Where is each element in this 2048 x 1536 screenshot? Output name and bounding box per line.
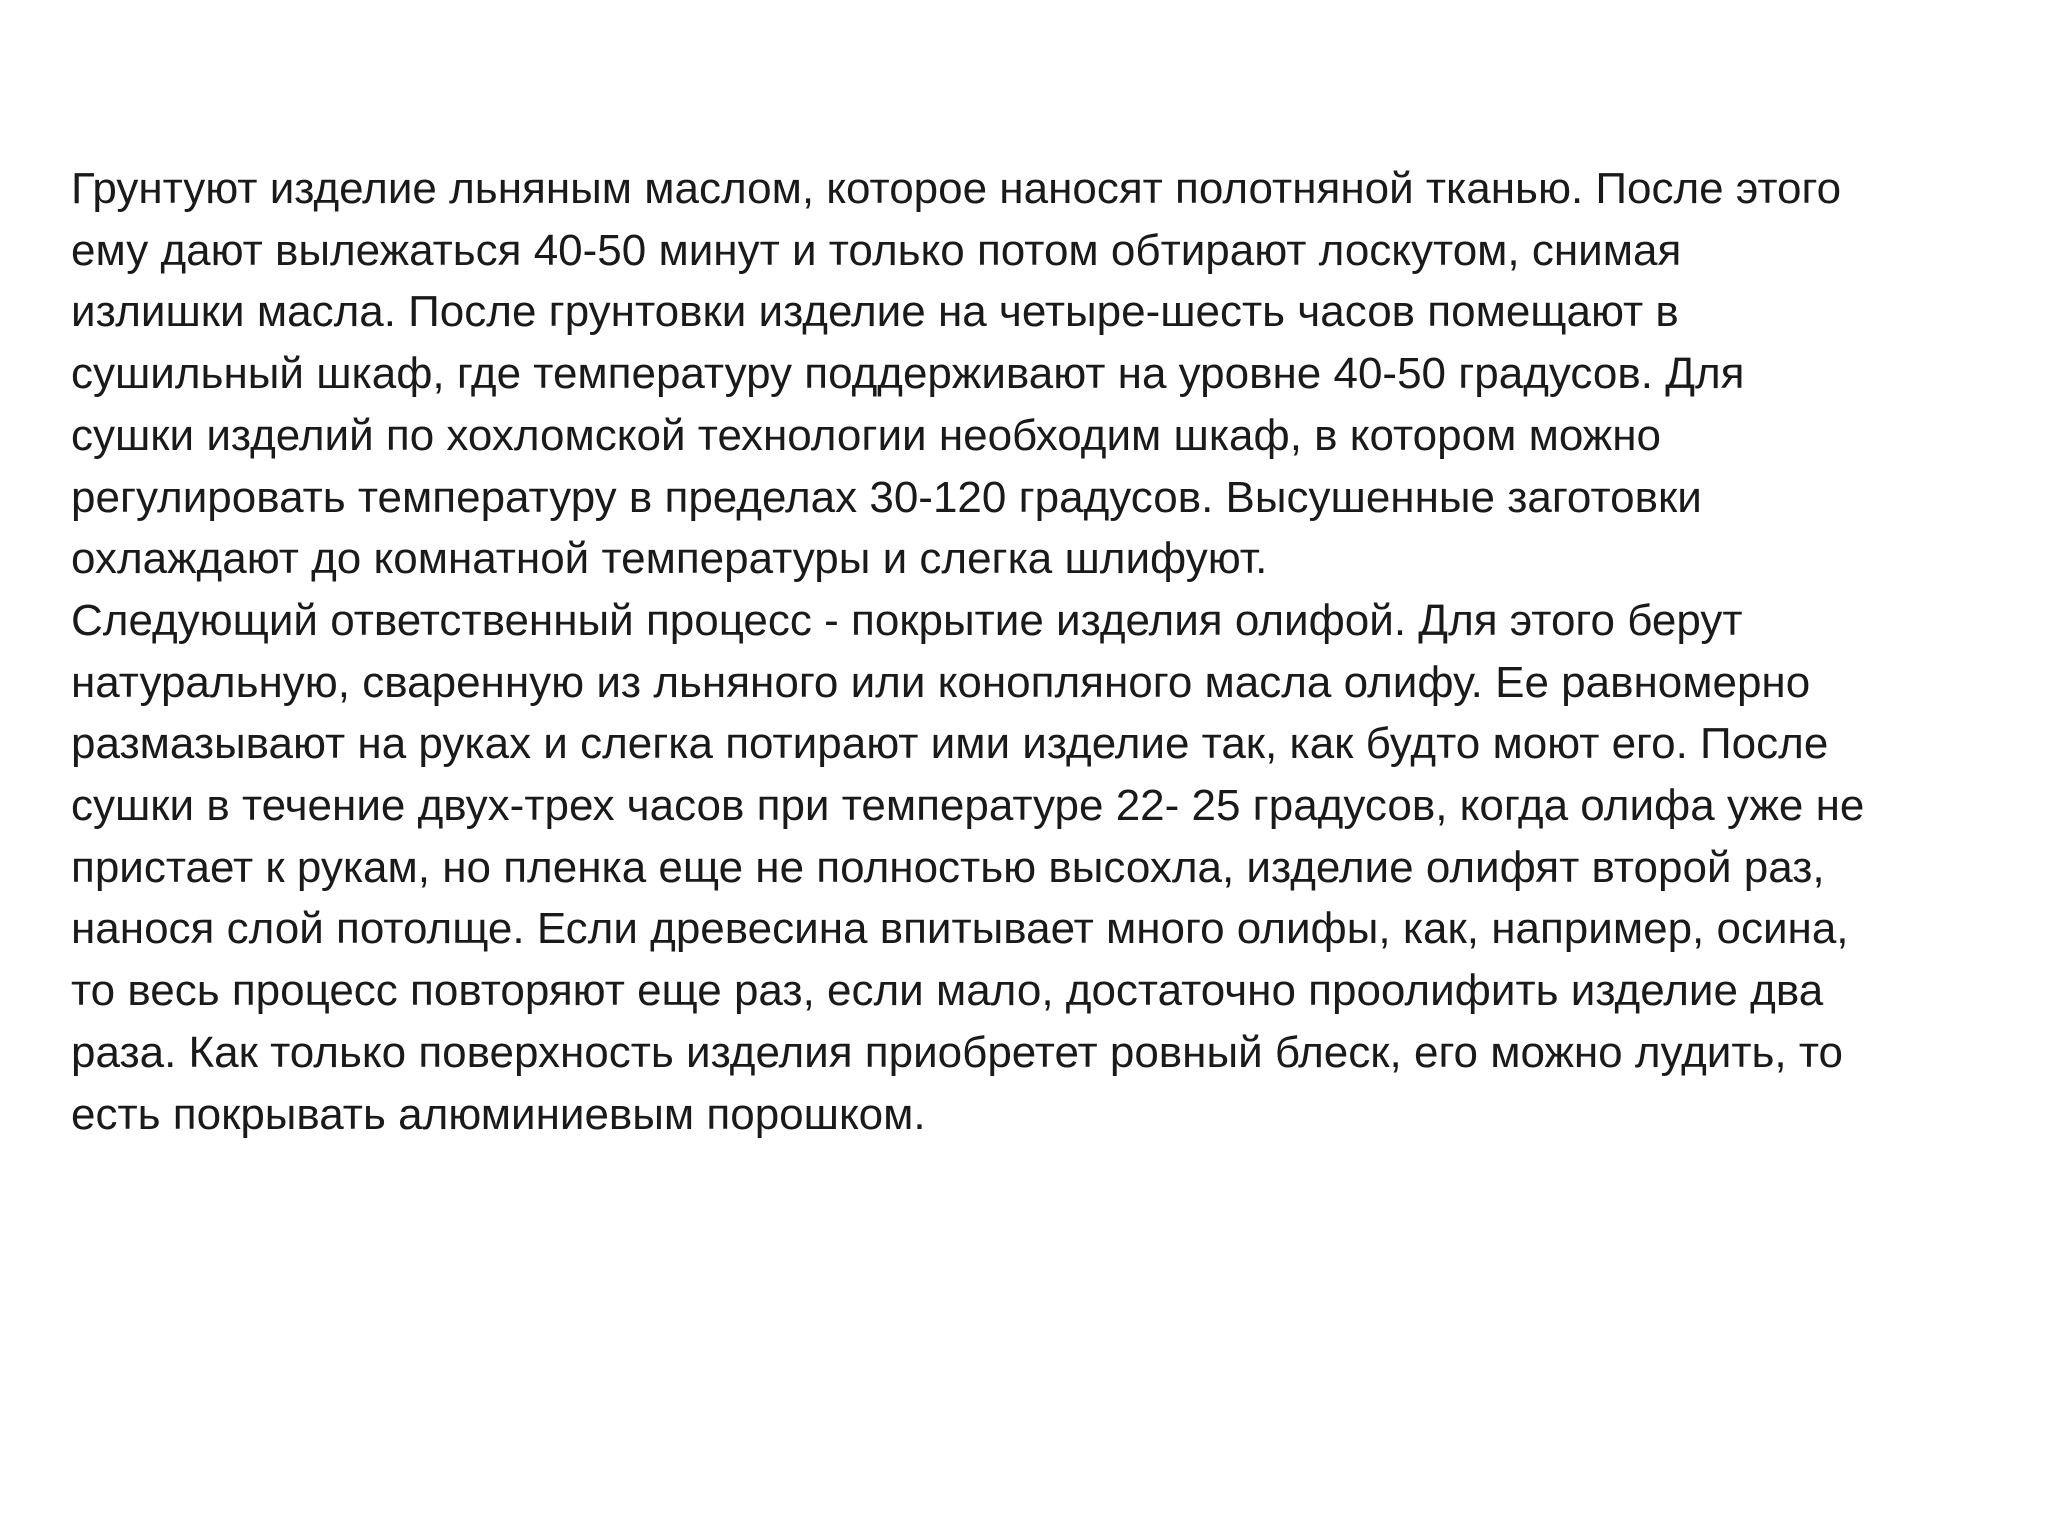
text-line: раза. Как только поверхность изделия приобретет ровный блеск, его можно лудить, то bbox=[71, 1027, 1843, 1077]
text-line: ему дают вылежаться 40-50 минут и только потом обтирают лоскутом, снимая bbox=[71, 225, 1682, 275]
text-line: сушки изделий по хохломской технологии необходим шкаф, в котором можно bbox=[71, 410, 1661, 460]
body-text bbox=[71, 158, 2011, 1145]
text-line: регулировать температуру в пределах 30-120 градусов. Высушенные заготовки bbox=[71, 472, 1702, 522]
text-line: Следующий ответственный процесс - покрытие изделия олифой. Для этого берут bbox=[71, 595, 1743, 645]
text-line: то весь процесс повторяют еще раз, если мало, достаточно проолифить изделие два bbox=[71, 966, 1824, 1016]
text-line: натуральную, сваренную из льняного или конопляного масла олифу. Ее равномерно bbox=[71, 657, 1811, 707]
text-line: нанося слой потолще. Если древесина впитывает много олифы, как, например, осина, bbox=[71, 904, 1849, 954]
text-line: излишки масла. После грунтовки изделие на четыре-шесть часов помещают в bbox=[71, 287, 1679, 337]
text-line: есть покрывать алюминиевым порошком. bbox=[71, 1089, 926, 1139]
text-line: размазывают на руках и слегка потирают ими изделие так, как будто моют его. После bbox=[71, 719, 1829, 769]
text-line: охлаждают до комнатной температуры и слегка шлифуют. bbox=[71, 534, 1268, 584]
text-line: сушки в течение двух-трех часов при температуре 22- 25 градусов, когда олифа уже не bbox=[71, 781, 1865, 831]
text-line: Грунтуют изделие льняным маслом, которое наносят полотняной тканью. После этого bbox=[71, 164, 1842, 213]
text-line: пристает к рукам, но пленка еще не полностью высохла, изделие олифят второй раз, bbox=[71, 842, 1825, 892]
text-line: сушильный шкаф, где температуру поддерживают на уровне 40-50 градусов. Для bbox=[71, 349, 1745, 399]
